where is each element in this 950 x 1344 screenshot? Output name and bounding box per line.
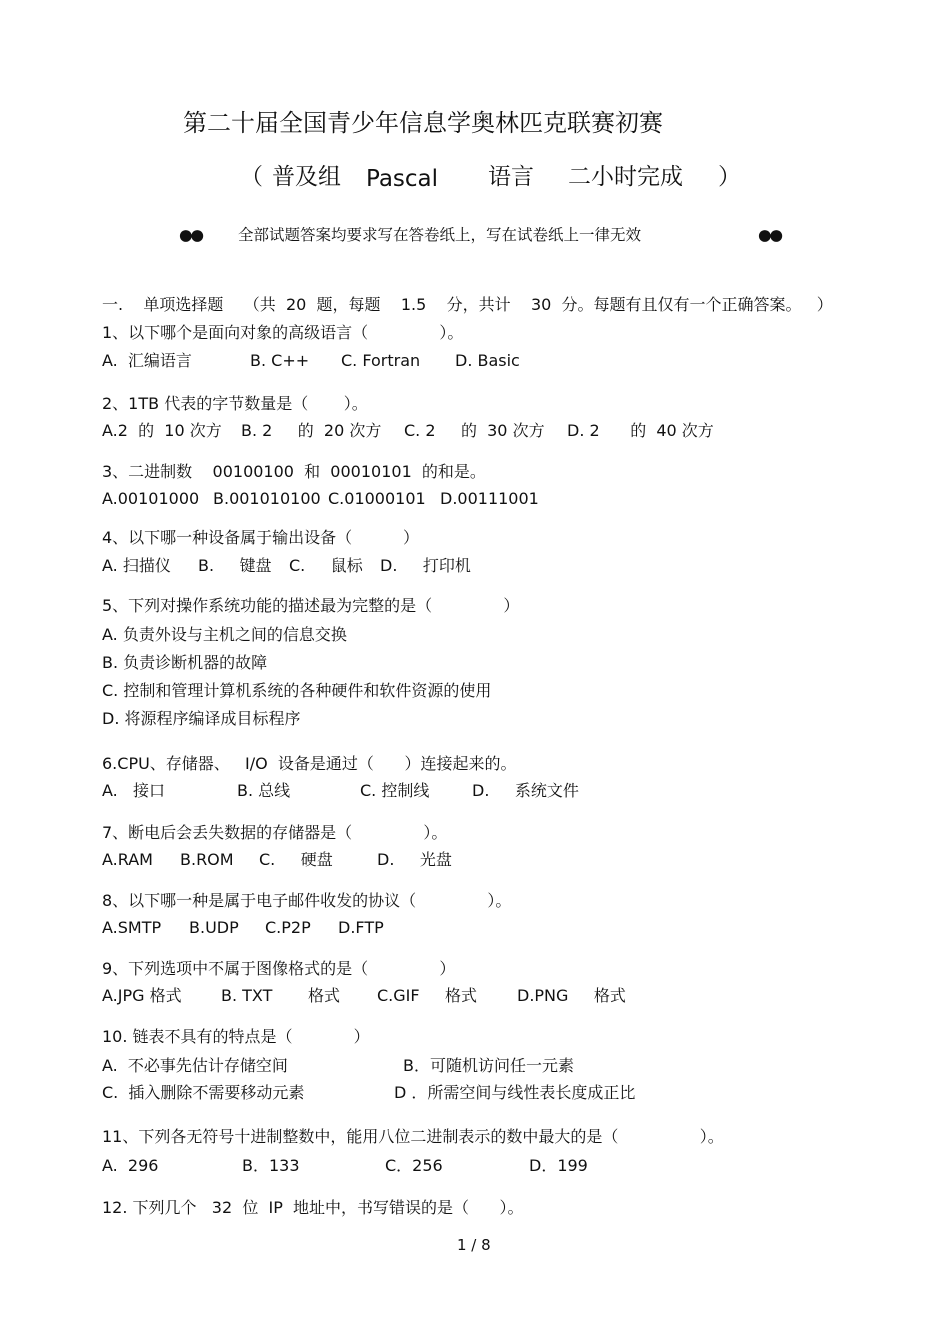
option-c: C. 控制线: [360, 781, 430, 800]
page-title: 第二十届全国青少年信息学奥林匹克联赛初赛: [183, 109, 663, 137]
option-a: A.JPG 格式: [102, 986, 182, 1005]
option-a: A.2 的 10 次方: [102, 421, 222, 440]
subtitle-time: 二小时完成: [568, 164, 683, 190]
option-c: C. 硬盘: [259, 850, 333, 869]
question-stem: 6.CPU、存储器、 I/O 设备是通过（ ）连接起来的。: [102, 754, 517, 773]
question-stem: 1、以下哪个是面向对象的高级语言（ ）。: [102, 323, 464, 342]
option-d: D．199: [529, 1156, 588, 1175]
option-d: D.PNG 格式: [517, 986, 626, 1005]
option-d: D. 将源程序编译成目标程序: [102, 709, 301, 728]
option-b: B. 总线: [237, 781, 291, 800]
subtitle-open-paren: （: [240, 164, 263, 190]
question-stem: 8、以下哪一种是属于电子邮件收发的协议（ ）。: [102, 891, 512, 910]
option-c: C.GIF 格式: [377, 986, 478, 1005]
option-c: C.P2P: [265, 918, 311, 937]
option-d: D.FTP: [338, 918, 384, 937]
option-d: D.00111001: [440, 489, 539, 508]
note-bullets-right: ●●: [758, 226, 782, 244]
question-stem: 2、1TB 代表的字节数量是（ ）。: [102, 394, 368, 413]
option-b: B．133: [242, 1156, 300, 1175]
option-d: D. 光盘: [377, 850, 452, 869]
question-stem: 11、下列各无符号十进制整数中，能用八位二进制表示的数中最大的是（ ）。: [102, 1127, 724, 1146]
option-a: A. 扫描仪: [102, 556, 171, 575]
question-stem: 12. 下列几个 32 位 IP 地址中，书写错误的是（ ）。: [102, 1198, 524, 1217]
section-heading: 一. 单项选择题 （共 20 题，每题 1.5 分，共计 30 分。每题有且仅有一个正确答案。 ）: [102, 295, 833, 314]
option-c: C. 控制和管理计算机系统的各种硬件和软件资源的使用: [102, 681, 492, 700]
question-stem: 3、二进制数 00100100 和 00010101 的和是。: [102, 462, 486, 481]
option-c: C. 插入删除不需要移动元素: [102, 1083, 305, 1102]
option-d: D. 打印机: [380, 556, 471, 575]
option-a: A. 负责外设与主机之间的信息交换: [102, 625, 347, 644]
option-b: B．可随机访问任一元素: [403, 1056, 574, 1075]
option-c: C. 鼠标: [289, 556, 363, 575]
option-d: D ．所需空间与线性表长度成正比: [394, 1083, 636, 1102]
option-b: B. 负责诊断机器的故障: [102, 653, 268, 672]
subtitle-language-name: Pascal: [366, 166, 439, 192]
page-number: 1 / 8: [457, 1236, 491, 1254]
option-c: C.01000101: [328, 489, 426, 508]
option-d: D. 系统文件: [472, 781, 579, 800]
option-b: B.ROM: [180, 850, 234, 869]
question-stem: 9、下列选项中不属于图像格式的是（ ）: [102, 959, 456, 978]
option-d: D. 2 的 40 次方: [567, 421, 714, 440]
question-stem: 10. 链表不具有的特点是（ ）: [102, 1027, 370, 1046]
option-c: C．256: [385, 1156, 443, 1175]
subtitle-close-paren: ）: [718, 164, 741, 190]
note-bullets-left: ●●: [179, 226, 203, 244]
option-c: C. Fortran: [341, 351, 421, 370]
option-b: B. C++: [250, 351, 310, 370]
option-a: A.SMTP: [102, 918, 162, 937]
option-a: A. 296: [102, 1156, 159, 1175]
option-a: A. 接口: [102, 781, 166, 800]
option-b: B. 键盘: [198, 556, 272, 575]
option-a: A. 不必事先估计存储空间: [102, 1056, 288, 1075]
option-a: A.00101000: [102, 489, 200, 508]
note-text: 全部试题答案均要求写在答卷纸上，写在试卷纸上一律无效: [238, 226, 642, 244]
option-b: B.001010100: [213, 489, 321, 508]
subtitle-group: 普及组: [272, 164, 341, 190]
option-a: A.RAM: [102, 850, 153, 869]
option-c: C. 2 的 30 次方: [404, 421, 545, 440]
question-stem: 7、断电后会丢失数据的存储器是（ ）。: [102, 823, 448, 842]
question-stem: 4、以下哪一种设备属于输出设备（ ）: [102, 528, 420, 547]
question-stem: 5、下列对操作系统功能的描述最为完整的是（ ）: [102, 596, 520, 615]
option-b: B. 2 的 20 次方: [241, 421, 382, 440]
option-d: D. Basic: [455, 351, 520, 370]
option-b: B.UDP: [189, 918, 239, 937]
option-a: A. 汇编语言: [102, 351, 192, 370]
subtitle-language-label: 语言: [488, 164, 534, 190]
option-b: B. TXT 格式: [221, 986, 340, 1005]
